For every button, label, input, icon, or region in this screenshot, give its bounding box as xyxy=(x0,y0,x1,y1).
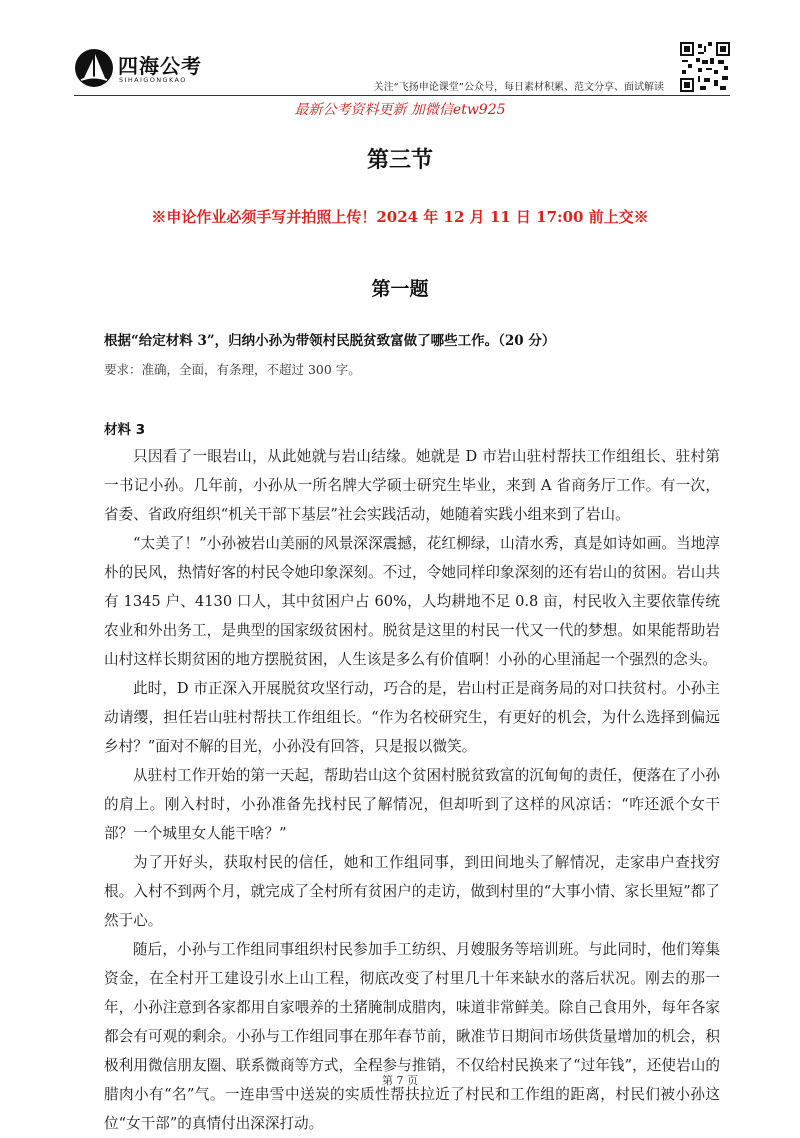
material-title: 材料 3 xyxy=(104,422,146,438)
material-body xyxy=(104,442,720,1138)
submission-notice: ※申论作业必须手写并拍照上传！2024 年 12 月 11 日 17:00 前上交※ xyxy=(151,208,649,226)
paragraph: “太美了！”小孙被岩山美丽的风景深深震撼，花红柳绿，山清水秀，真是如诗如画。当地淳朴的民风，热情好客的村民令她印象深刻。不过，令她同样印象深刻的还有岩山的贫困。岩山共有 1345 户、4130 口人，其中贫困户占 60%，人均耕地不足 0.8 亩，村民收入主要依靠传统农业和外出务工，是典型的国家级贫困村。脱贫是这里的村民一代又一代的梦想。如果能帮助岩山村这样长期贫困的地方摆脱贫困，人生该是多么有价值啊！小孙的心里涌起一个强烈的念头。 xyxy=(104,535,720,668)
logo-sail-icon xyxy=(74,48,114,88)
paragraph: 随后，小孙与工作组同事组织村民参加手工纺织、月嫂服务等培训班。与此同时，他们筹集资金，在全村开工建设引水上山工程，彻底改变了村里几十年来缺水的落后状况。刚去的那一年，小孙注意到各家都用自家喂养的土猪腌制成腊肉，味道非常鲜美。除自己食用外，每年各家都会有可观的剩余。小孙与工作组同事在那年春节前，瞅准节日期间市场供货量增加的机会，积极利用微信朋友圈、联系微商等方式，全程参与推销，不仅给村民换来了“过年钱”，还使岩山的腊肉小有“名”气。一连串雪中送炭的实质性帮扶拉近了村民和工作组的距离，村民们被小孙这位“女干部”的真情付出深深打动。 xyxy=(104,941,720,1132)
header-slogan: 关注“飞扬申论课堂”公众号，每日素材积累、范文分享、面试解读 xyxy=(373,82,664,93)
question-prompt: 根据“给定材料 3”，归纳小孙为带领村民脱贫致富做了哪些工作。（20 分） xyxy=(104,333,556,349)
paragraph: 只因看了一眼岩山，从此她就与岩山结缘。她就是 D 市岩山驻村帮扶工作组组长、驻村第一书记小孙。几年前，小孙从一所名牌大学硕士研究生毕业，来到 A 省商务厅工作。有一次，省委、省政府组织“机关干部下基层”社会实践活动，她随着实践小组来到了岩山。 xyxy=(104,448,720,523)
answer-requirement: 要求：准确，全面，有条理，不超过 300 字。 xyxy=(104,362,361,377)
page-number: 第 7 页 xyxy=(382,1074,418,1087)
section-title: 第三节 xyxy=(366,148,433,173)
logo-text: 四海公考 xyxy=(118,54,202,78)
paragraph: 为了开好头，获取村民的信任，她和工作组同事，到田间地头了解情况，走家串户查找穷根。入村不到两个月，就完成了全村所有贫困户的走访，做到村里的“大事小情、家长里短”都了然于心。 xyxy=(104,854,720,929)
promo-line: 最新公考资料更新 加微信etw925 xyxy=(294,102,506,118)
page-header xyxy=(74,42,730,92)
header-divider xyxy=(74,95,730,96)
qr-code-icon xyxy=(680,42,730,92)
logo-subtext: SIHAIGONGKAO xyxy=(119,76,187,84)
brand-logo xyxy=(74,48,224,88)
paragraph: 从驻村工作开始的第一天起，帮助岩山这个贫困村脱贫致富的沉甸甸的责任，便落在了小孙的肩上。刚入村时，小孙准备先找村民了解情况，但却听到了这样的风凉话：“咋还派个女干部？一个城里女人能干啥？” xyxy=(104,767,720,842)
paragraph: 此时，D 市正深入开展脱贫攻坚行动，巧合的是，岩山村正是商务局的对口扶贫村。小孙主动请缨，担任岩山驻村帮扶工作组组长。“作为名校研究生，有更好的机会，为什么选择到偏远乡村？”面对不解的目光，小孙没有回答，只是报以微笑。 xyxy=(104,680,720,755)
question-title: 第一题 xyxy=(371,278,429,300)
